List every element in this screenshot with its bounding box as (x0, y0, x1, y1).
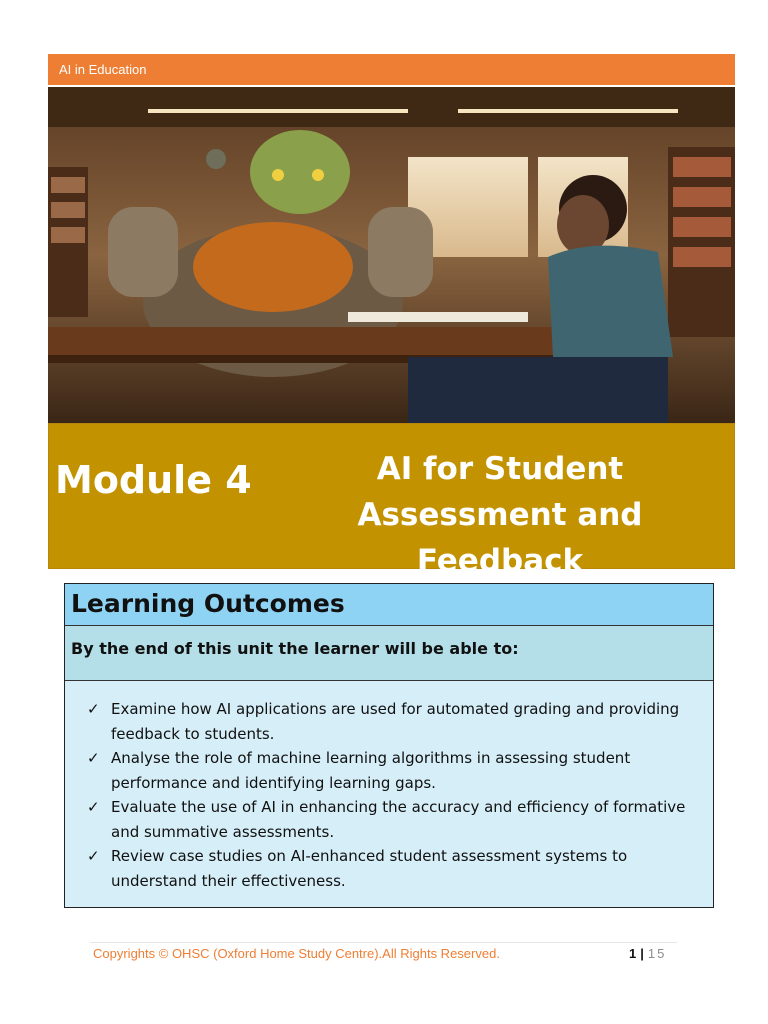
check-icon: ✓ (87, 847, 100, 865)
learning-outcomes-title: Learning Outcomes (65, 584, 713, 626)
list-item (87, 795, 713, 844)
check-icon: ✓ (87, 749, 100, 767)
module-title-line-1: AI for Student (376, 451, 624, 487)
page-current: 1 (629, 946, 637, 961)
list-item (87, 697, 713, 746)
module-number: Module 4 (55, 458, 252, 502)
learning-outcomes-intro: By the end of this unit the learner will be able to: (65, 626, 713, 681)
learning-outcomes-box (64, 583, 714, 908)
outcome-text: Review case studies on AI-enhanced student assessment systems to understand their effectiveness. (111, 847, 628, 890)
module-banner (48, 423, 735, 579)
robot-and-student-illustration (48, 87, 735, 423)
footer-copyright: Copyrights © OHSC (Oxford Home Study Centre).All Rights Reserved. (93, 946, 500, 961)
course-title: AI in Education (59, 62, 147, 77)
footer-divider (90, 942, 677, 943)
learning-outcomes-list (65, 681, 713, 893)
outcome-text: Analyse the role of machine learning algorithms in assessing student performance and identifying learning gaps. (111, 749, 631, 792)
page-total: 15 (647, 946, 667, 961)
check-icon: ✓ (87, 700, 100, 718)
check-icon: ✓ (87, 798, 100, 816)
module-title (271, 446, 729, 584)
outcome-text: Examine how AI applications are used for automated grading and providing feedback to students. (111, 700, 680, 743)
hero-image (48, 87, 735, 423)
list-item (87, 746, 713, 795)
list-item (87, 844, 713, 893)
page-number (629, 946, 666, 961)
outcome-text: Evaluate the use of AI in enhancing the accuracy and efficiency of formative and summative assessments. (111, 798, 686, 841)
page-separator: | (640, 946, 644, 961)
module-title-line-2: Assessment and Feedback (357, 497, 643, 579)
header-bar (48, 54, 735, 85)
